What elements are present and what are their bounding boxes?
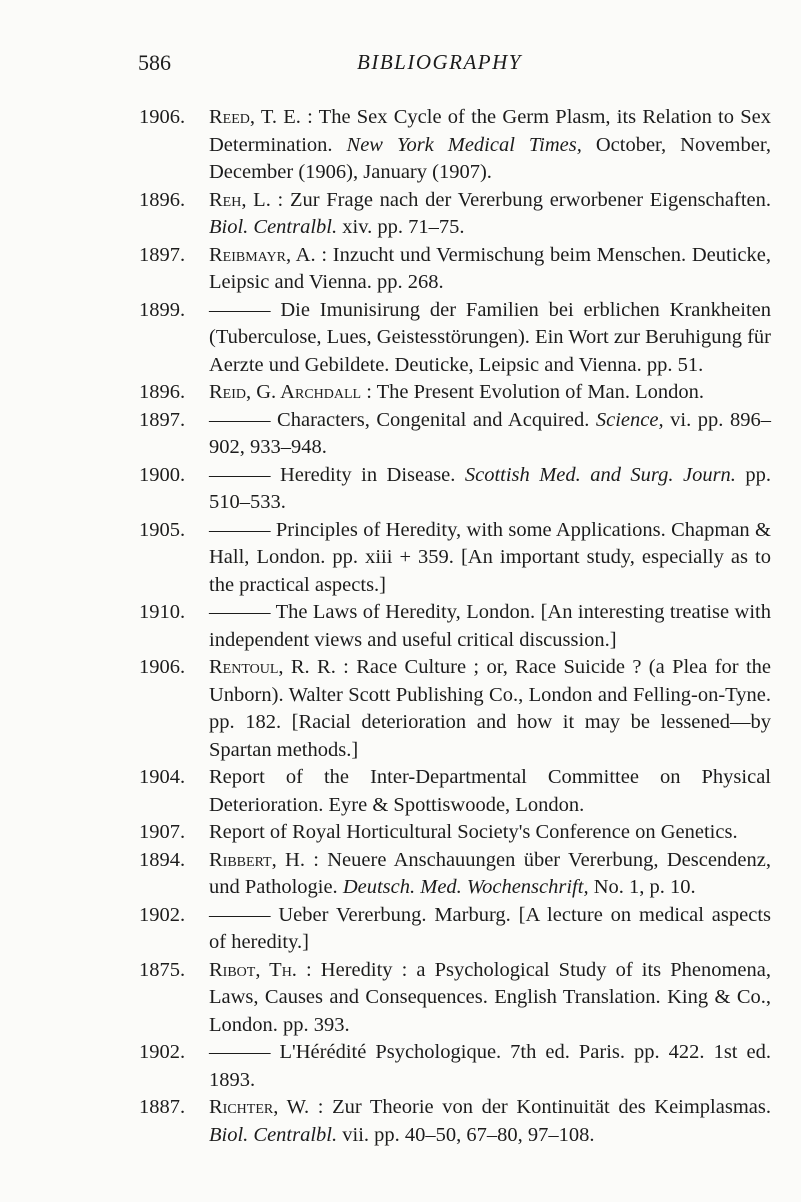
entry-author: Reid, G. Archdall : xyxy=(209,381,372,403)
entry-year: 1896. xyxy=(139,188,186,211)
entry-author: Reibmayr, A. : xyxy=(209,243,328,266)
entry-text: ——— Die Imunisirung der Familien bei erblichen Krankheiten (Tuberculose, Lues, Geistesstörungen). Ein Wort zur Beruhigung für Aerzte und Gebildete. Deuticke, Leipsic and Vienna. pp. 51. xyxy=(209,298,771,376)
entry-text: Report of Royal Horticultural Society's Conference on Genetics. xyxy=(209,821,738,843)
bibliography-entry xyxy=(139,379,771,407)
bibliography-entry xyxy=(139,1094,771,1149)
bibliography-entry xyxy=(139,104,771,187)
entry-journal: New York Medical Times, xyxy=(346,133,582,156)
entry-year: 1899. xyxy=(139,298,186,321)
entry-text: The Present Evolution of Man. London. xyxy=(371,381,705,403)
entry-year: 1894. xyxy=(139,848,186,871)
page-header xyxy=(138,50,741,84)
entry-text-tail: pp. 510–533. xyxy=(209,463,772,513)
entry-text: ——— The Laws of Heredity, London. [An interesting treatise with independent views and useful critical discussion.] xyxy=(209,601,771,651)
entry-year: 1904. xyxy=(139,766,186,788)
bibliography-entry xyxy=(139,902,771,957)
bibliography-entry xyxy=(139,517,771,600)
entry-text-tail: October, November, December (1906), January (1907). xyxy=(209,133,771,183)
entry-journal: Biol. Centralbl. xyxy=(209,1123,338,1146)
bibliography-list xyxy=(139,104,771,1149)
bibliography-entry xyxy=(139,242,771,297)
entry-text: Race Culture ; or, Race Suicide ? (a Plea for the Unborn). Walter Scott Publishing Co., London and Felling-on-Tyne. pp. 182. [Racial deterioration and how it may be lessened—by Spartan methods.] xyxy=(209,656,772,761)
entry-year: 1906. xyxy=(139,656,186,678)
entry-year: 1900. xyxy=(139,463,186,486)
bibliography-entry xyxy=(139,957,771,1040)
entry-author: Reh, L. : xyxy=(209,188,284,211)
bibliography-entry xyxy=(139,847,771,902)
bibliography-entry xyxy=(139,462,771,517)
entry-author: Rentoul, R. R. : xyxy=(209,656,349,678)
entry-author: Richter, W. : xyxy=(209,1096,324,1118)
entry-text-tail: No. 1, p. 10. xyxy=(588,876,696,898)
entry-year: 1906. xyxy=(139,106,186,128)
entry-year: 1897. xyxy=(139,408,186,431)
running-title: BIBLIOGRAPHY xyxy=(357,50,522,74)
entry-journal: Biol. Centralbl. xyxy=(209,216,338,238)
entry-text-tail: xiv. pp. 71–75. xyxy=(337,216,465,238)
bibliography-entry xyxy=(139,599,771,654)
entry-year: 1896. xyxy=(139,381,186,403)
bibliography-entry xyxy=(139,297,771,380)
entry-year: 1902. xyxy=(139,903,186,926)
entry-year: 1905. xyxy=(139,518,186,541)
bibliography-entry xyxy=(139,407,771,462)
entry-text-tail: vii. pp. 40–50, 67–80, 97–108. xyxy=(337,1123,595,1146)
entry-text-tail: vi. pp. 896–902, 933–948. xyxy=(209,408,771,458)
bibliography-entry xyxy=(139,1039,771,1094)
entry-year: 1910. xyxy=(139,601,186,623)
entry-author: Reed, T. E. : xyxy=(209,106,313,128)
entry-text: ——— L'Hérédité Psychologique. 7th ed. Paris. pp. 422. 1st ed. 1893. xyxy=(209,1041,771,1091)
bibliography-entry xyxy=(139,819,771,847)
entry-author: Ribot, Th. : xyxy=(209,958,312,981)
entry-text: ——— Ueber Vererbung. Marburg. [A lecture on medical aspects of heredity.] xyxy=(209,903,771,953)
entry-year: 1887. xyxy=(139,1096,186,1118)
entry-year: 1907. xyxy=(139,821,186,843)
entry-journal: Science, xyxy=(595,408,664,431)
entry-text: ——— Heredity in Disease. xyxy=(209,463,465,486)
entry-year: 1897. xyxy=(139,243,186,266)
entry-text: ——— Principles of Heredity, with some Applications. Chapman & Hall, London. pp. xiii + 359. [An important study, especially as to the practical aspects.] xyxy=(209,518,771,596)
bibliography-entry xyxy=(139,187,771,242)
entry-text: Heredity : a Psychological Study of its Phenomena, Laws, Causes and Consequences. English Translation. King & Co., London. pp. 393. xyxy=(209,958,771,1036)
entry-year: 1902. xyxy=(139,1041,186,1063)
entry-text: The Sex Cycle of the Germ Plasm, its Relation to Sex Determination. xyxy=(209,106,771,156)
bibliography-entry xyxy=(139,654,771,764)
entry-journal: Deutsch. Med. Wochenschrift, xyxy=(342,876,589,898)
entry-text: Inzucht und Vermischung beim Menschen. Deuticke, Leipsic and Vienna. pp. 268. xyxy=(209,243,771,293)
entry-author: Ribbert, H. : xyxy=(209,848,319,871)
entry-text: Report of the Inter-Departmental Committee on Physical Deterioration. Eyre & Spottiswoode, London. xyxy=(209,766,771,816)
entry-text: Neuere Anschauungen über Vererbung, Descendenz, und Pathologie. xyxy=(209,848,771,898)
entry-year: 1875. xyxy=(139,958,186,981)
entry-text: Zur Theorie von der Kontinuität des Keimplasmas. xyxy=(323,1096,771,1118)
entry-journal: Scottish Med. and Surg. Journ. xyxy=(464,463,736,486)
page-number: 586 xyxy=(138,50,171,75)
entry-text: Zur Frage nach der Vererbung erworbener Eigenschaften. xyxy=(283,188,771,211)
entry-text: ——— Characters, Congenital and Acquired. xyxy=(209,408,596,431)
bibliography-entry xyxy=(139,764,771,819)
